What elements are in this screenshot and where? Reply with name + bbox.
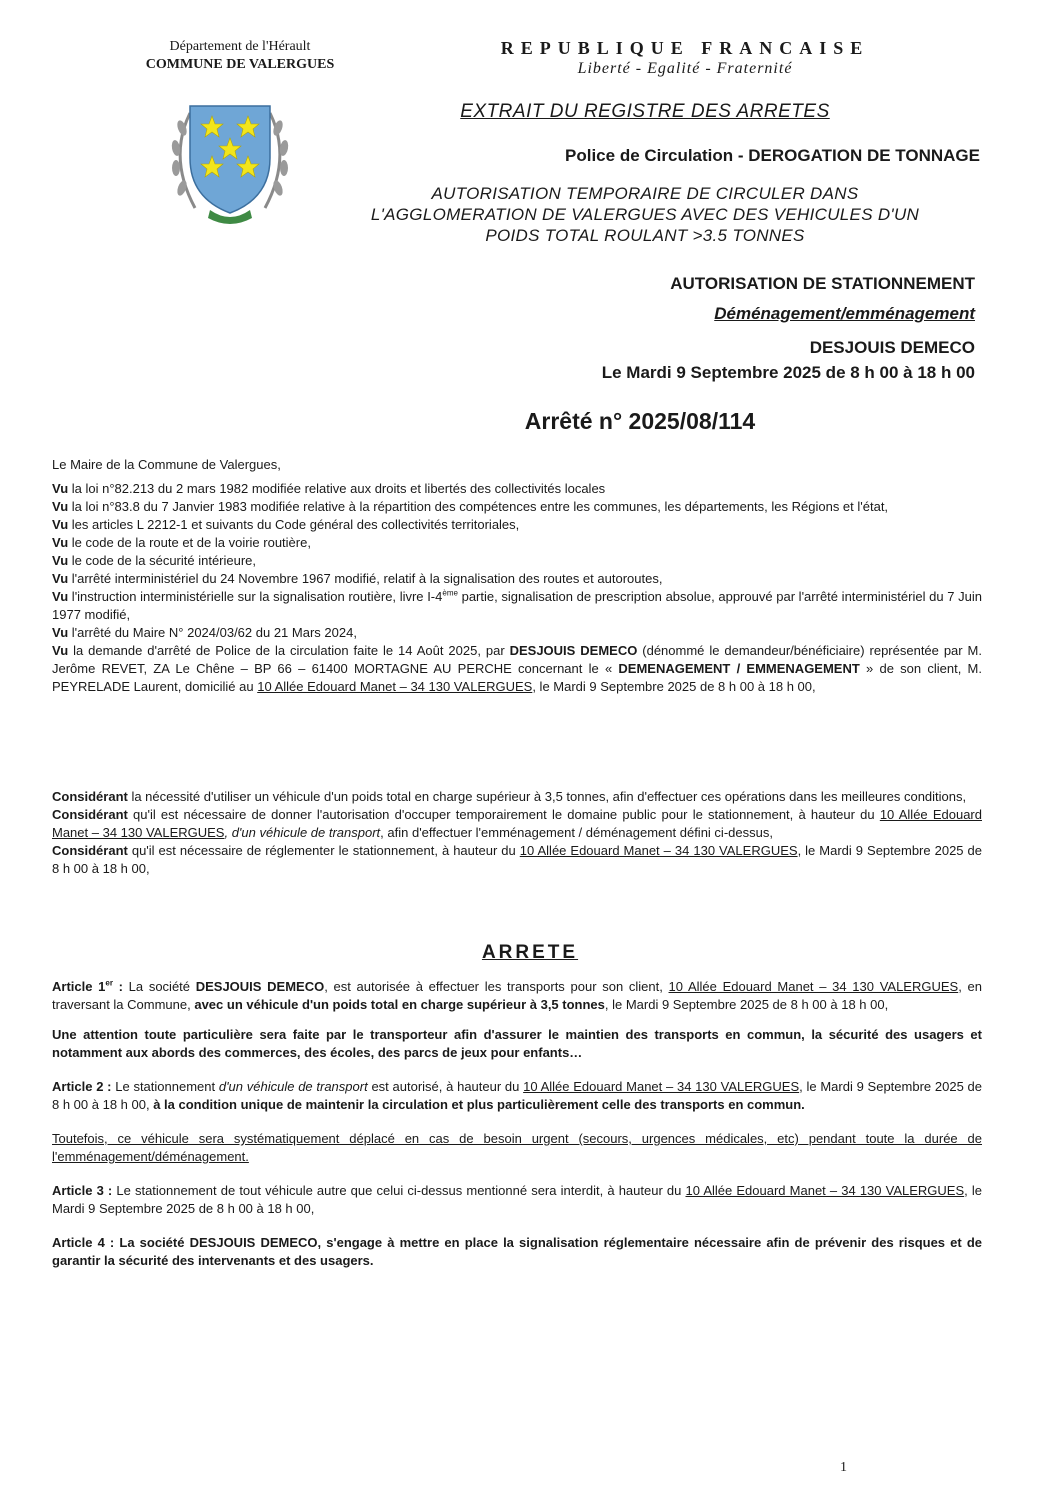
vu-label: Vu — [52, 625, 69, 640]
superscript: er — [105, 978, 113, 988]
commune-name: COMMUNE DE VALERGUES — [145, 57, 335, 72]
articles-section — [52, 978, 982, 1270]
temp-auth-line-2: L'AGGLOMERATION DE VALERGUES AVEC DES VEHICULES D'UN — [370, 205, 920, 224]
article-text: est autorisé, à hauteur du — [367, 1079, 524, 1094]
article-text: La société — [114, 1235, 190, 1250]
article-text: Le stationnement de tout véhicule autre que celui ci-dessus mentionné sera interdit, à hauteur du — [112, 1183, 686, 1198]
considerants-section — [52, 788, 982, 878]
visa-text: , le Mardi 9 Septembre 2025 de 8 h 00 à 18 h 00, — [532, 679, 816, 694]
visa-8 — [52, 624, 982, 642]
visa-7 — [52, 588, 982, 624]
visas-section — [52, 456, 982, 696]
vu-label: Vu — [52, 481, 69, 496]
article-3 — [52, 1182, 982, 1218]
visa-text: les articles L 2212-1 et suivants du Code général des collectivités territoriales, — [68, 517, 520, 532]
address-ref: 10 Allée Edouard Manet – 34 130 VALERGUES — [523, 1079, 800, 1094]
address-ref: 10 Allée Edouard Manet – 34 130 VALERGUES — [257, 679, 533, 694]
commune-crest-logo — [160, 98, 300, 228]
toutefois-notice: Toutefois, ce véhicule sera systématiquement déplacé en cas de besoin urgent (secours, urgences médicales, etc) pendant toute la durée de l'emménagement/déménagement. — [52, 1131, 982, 1164]
considerant-label: Considérant — [52, 807, 128, 822]
considerant-text: , afin d'effectuer l'emménagement / déménagement défini ci-dessus, — [380, 825, 773, 840]
article-label: Article 2 : — [52, 1079, 112, 1094]
address-ref: 10 Allée Edouard Manet – 34 130 VALERGUES — [668, 979, 959, 994]
visa-4 — [52, 534, 982, 552]
vu-label: Vu — [52, 535, 69, 550]
extract-title: EXTRAIT DU REGISTRE DES ARRETES — [460, 101, 830, 122]
republic-title: REPUBLIQUE FRANCAISE — [500, 38, 870, 58]
considerant-text: qu'il est nécessaire de réglementer le stationnement, à hauteur du — [127, 843, 520, 858]
considerant-1 — [52, 788, 982, 806]
company-ref: DESJOUIS DEMECO — [195, 979, 325, 994]
attention-notice: Une attention toute particulière sera faite par le transporteur afin d'assurer le maintien des transports en commun, la sécurité des usagers et notamment aux abords des commerces, des écoles, des parcs de jeux pour enfants… — [52, 1027, 982, 1060]
mayor-intro: Le Maire de la Commune de Valergues, — [52, 457, 281, 472]
date-line: Le Mardi 9 Septembre 2025 de 8 h 00 à 18 h 00 — [601, 363, 975, 382]
department-block — [90, 38, 390, 74]
article-text: , est autorisée à effectuer les transports pour son client, — [324, 979, 669, 994]
article-label: Article 1 — [52, 979, 106, 994]
article-4 — [52, 1234, 982, 1270]
temporary-authorization-title — [330, 183, 960, 246]
decree-number: Arrêté n° 2025/08/114 — [524, 408, 756, 434]
temp-auth-line-1: AUTORISATION TEMPORAIRE DE CIRCULER DANS — [431, 184, 859, 203]
article-text: Le stationnement — [111, 1079, 219, 1094]
parking-authorization-title: AUTORISATION DE STATIONNEMENT — [670, 274, 975, 293]
considerant-label: Considérant — [52, 789, 128, 804]
address-ref: 10 Allée Edouard Manet – 34 130 VALERGUES — [685, 1183, 965, 1198]
article-label: Article 4 : — [52, 1235, 115, 1250]
company-ref: DESJOUIS DEMECO — [189, 1235, 318, 1250]
vu-label: Vu — [52, 643, 69, 658]
visa-text: la loi n°82.213 du 2 mars 1982 modifiée relative aux droits et libertés des collectivités locales — [68, 481, 606, 496]
visa-9 — [52, 642, 982, 696]
visa-text: l'arrêté interministériel du 24 Novembre 1967 modifié, relatif à la signalisation des routes et autoroutes, — [68, 571, 663, 586]
considerant-3 — [52, 842, 982, 878]
article-label: Article 3 : — [52, 1183, 113, 1198]
visa-text: le code de la route et de la voirie routière, — [68, 535, 311, 550]
company-name: DESJOUIS DEMECO — [809, 338, 975, 357]
vu-label: Vu — [52, 553, 69, 568]
temp-auth-line-3: POIDS TOTAL ROULANT >3.5 TONNES — [485, 226, 805, 245]
moving-ref: DEMENAGEMENT / EMMENAGEMENT — [618, 661, 860, 676]
article-text: La société — [122, 979, 196, 994]
company-ref: DESJOUIS DEMECO — [509, 643, 638, 658]
visa-5 — [52, 552, 982, 570]
article-text: , le Mardi 9 Septembre 2025 de 8 h 00 à 18 h 00, — [604, 997, 889, 1012]
article-2 — [52, 1078, 982, 1114]
visa-2 — [52, 498, 982, 516]
considerant-text: la nécessité d'utiliser un véhicule d'un poids total en charge supérieur à 3,5 tonnes, afin d'effectuer ces opérations dans les meilleures conditions, — [127, 789, 967, 804]
considerant-2 — [52, 806, 982, 842]
visa-text: l'instruction interministérielle sur la signalisation routière, livre I-4 — [68, 589, 443, 604]
article-emphasis: à la condition unique de maintenir la circulation et plus particulièrement celle des transports en commun. — [153, 1097, 805, 1112]
article-text: , s'engage à mettre en place la signalisation réglementaire nécessaire afin de prévenir des risques et de garantir la sécurité des intervenants et des usagers. — [52, 1235, 983, 1268]
police-title: Police de Circulation - DEROGATION DE TONNAGE — [565, 146, 980, 165]
article-1 — [52, 978, 982, 1014]
visa-text: » de son client, M. PEYRELADE Laurent, domicilié au — [52, 661, 982, 694]
visa-text: partie, signalisation de prescription absolue, approuvé par l'arrêté interministériel du 7 Juin 1977 modifié, — [52, 589, 982, 622]
considerant-text: , d'un véhicule de transport — [224, 825, 381, 840]
republic-motto: Liberté - Egalité - Fraternité — [577, 60, 793, 77]
vu-label: Vu — [52, 517, 69, 532]
address-ref: 10 Allée Edouard Manet – 34 130 VALERGUES — [519, 843, 798, 858]
article-label: : — [112, 979, 123, 994]
considerant-text: , le Mardi 9 Septembre 2025 de 8 h 00 à 18 h 00, — [52, 843, 982, 876]
page-number: 1 — [840, 1460, 847, 1475]
vu-label: Vu — [52, 571, 69, 586]
article-text: d'un véhicule de transport — [218, 1079, 368, 1094]
visa-text: l'arrêté du Maire N° 2024/03/62 du 21 Mars 2024, — [68, 625, 357, 640]
article-text: , le Mardi 9 Septembre 2025 de 8 h 00 à 18 h 00, — [52, 1183, 983, 1216]
article-emphasis: avec un véhicule d'un poids total en charge supérieur à 3,5 tonnes — [194, 997, 605, 1012]
visa-text: la loi n°83.8 du 7 Janvier 1983 modifiée relative à la répartition des compétences entre les communes, les départements, les Régions et l'état, — [68, 499, 889, 514]
superscript: ème — [442, 588, 458, 598]
vu-label: Vu — [52, 589, 69, 604]
visa-3 — [52, 516, 982, 534]
department-name: Département de l'Hérault — [169, 39, 311, 54]
article-text: , le Mardi 9 Septembre 2025 de 8 h 00 à 18 h 00, — [52, 1079, 982, 1112]
visa-6 — [52, 570, 982, 588]
considerant-label: Considérant — [52, 843, 128, 858]
vu-label: Vu — [52, 499, 69, 514]
visa-1 — [52, 480, 982, 498]
address-ref: 10 Allée Edouard Manet – 34 130 VALERGUES — [52, 807, 982, 840]
article-text: , en traversant la Commune, — [52, 979, 982, 1012]
visa-text: (dénommé le demandeur/bénéficiaire) représentée par M. Jerôme REVET, ZA Le Chêne – BP 66 – 61400 MORTAGNE AU PERCHE concernant le « — [52, 643, 982, 676]
moving-subtitle: Déménagement/emménagement — [714, 304, 975, 323]
arrete-heading: ARRETE — [481, 942, 579, 963]
visa-text: le code de la sécurité intérieure, — [68, 553, 257, 568]
visa-text: la demande d'arrêté de Police de la circulation faite le 14 Août 2025, par — [68, 643, 510, 658]
considerant-text: qu'il est nécessaire de donner l'autorisation d'occuper temporairement le domaine public pour le stationnement, à hauteur du — [127, 807, 880, 822]
